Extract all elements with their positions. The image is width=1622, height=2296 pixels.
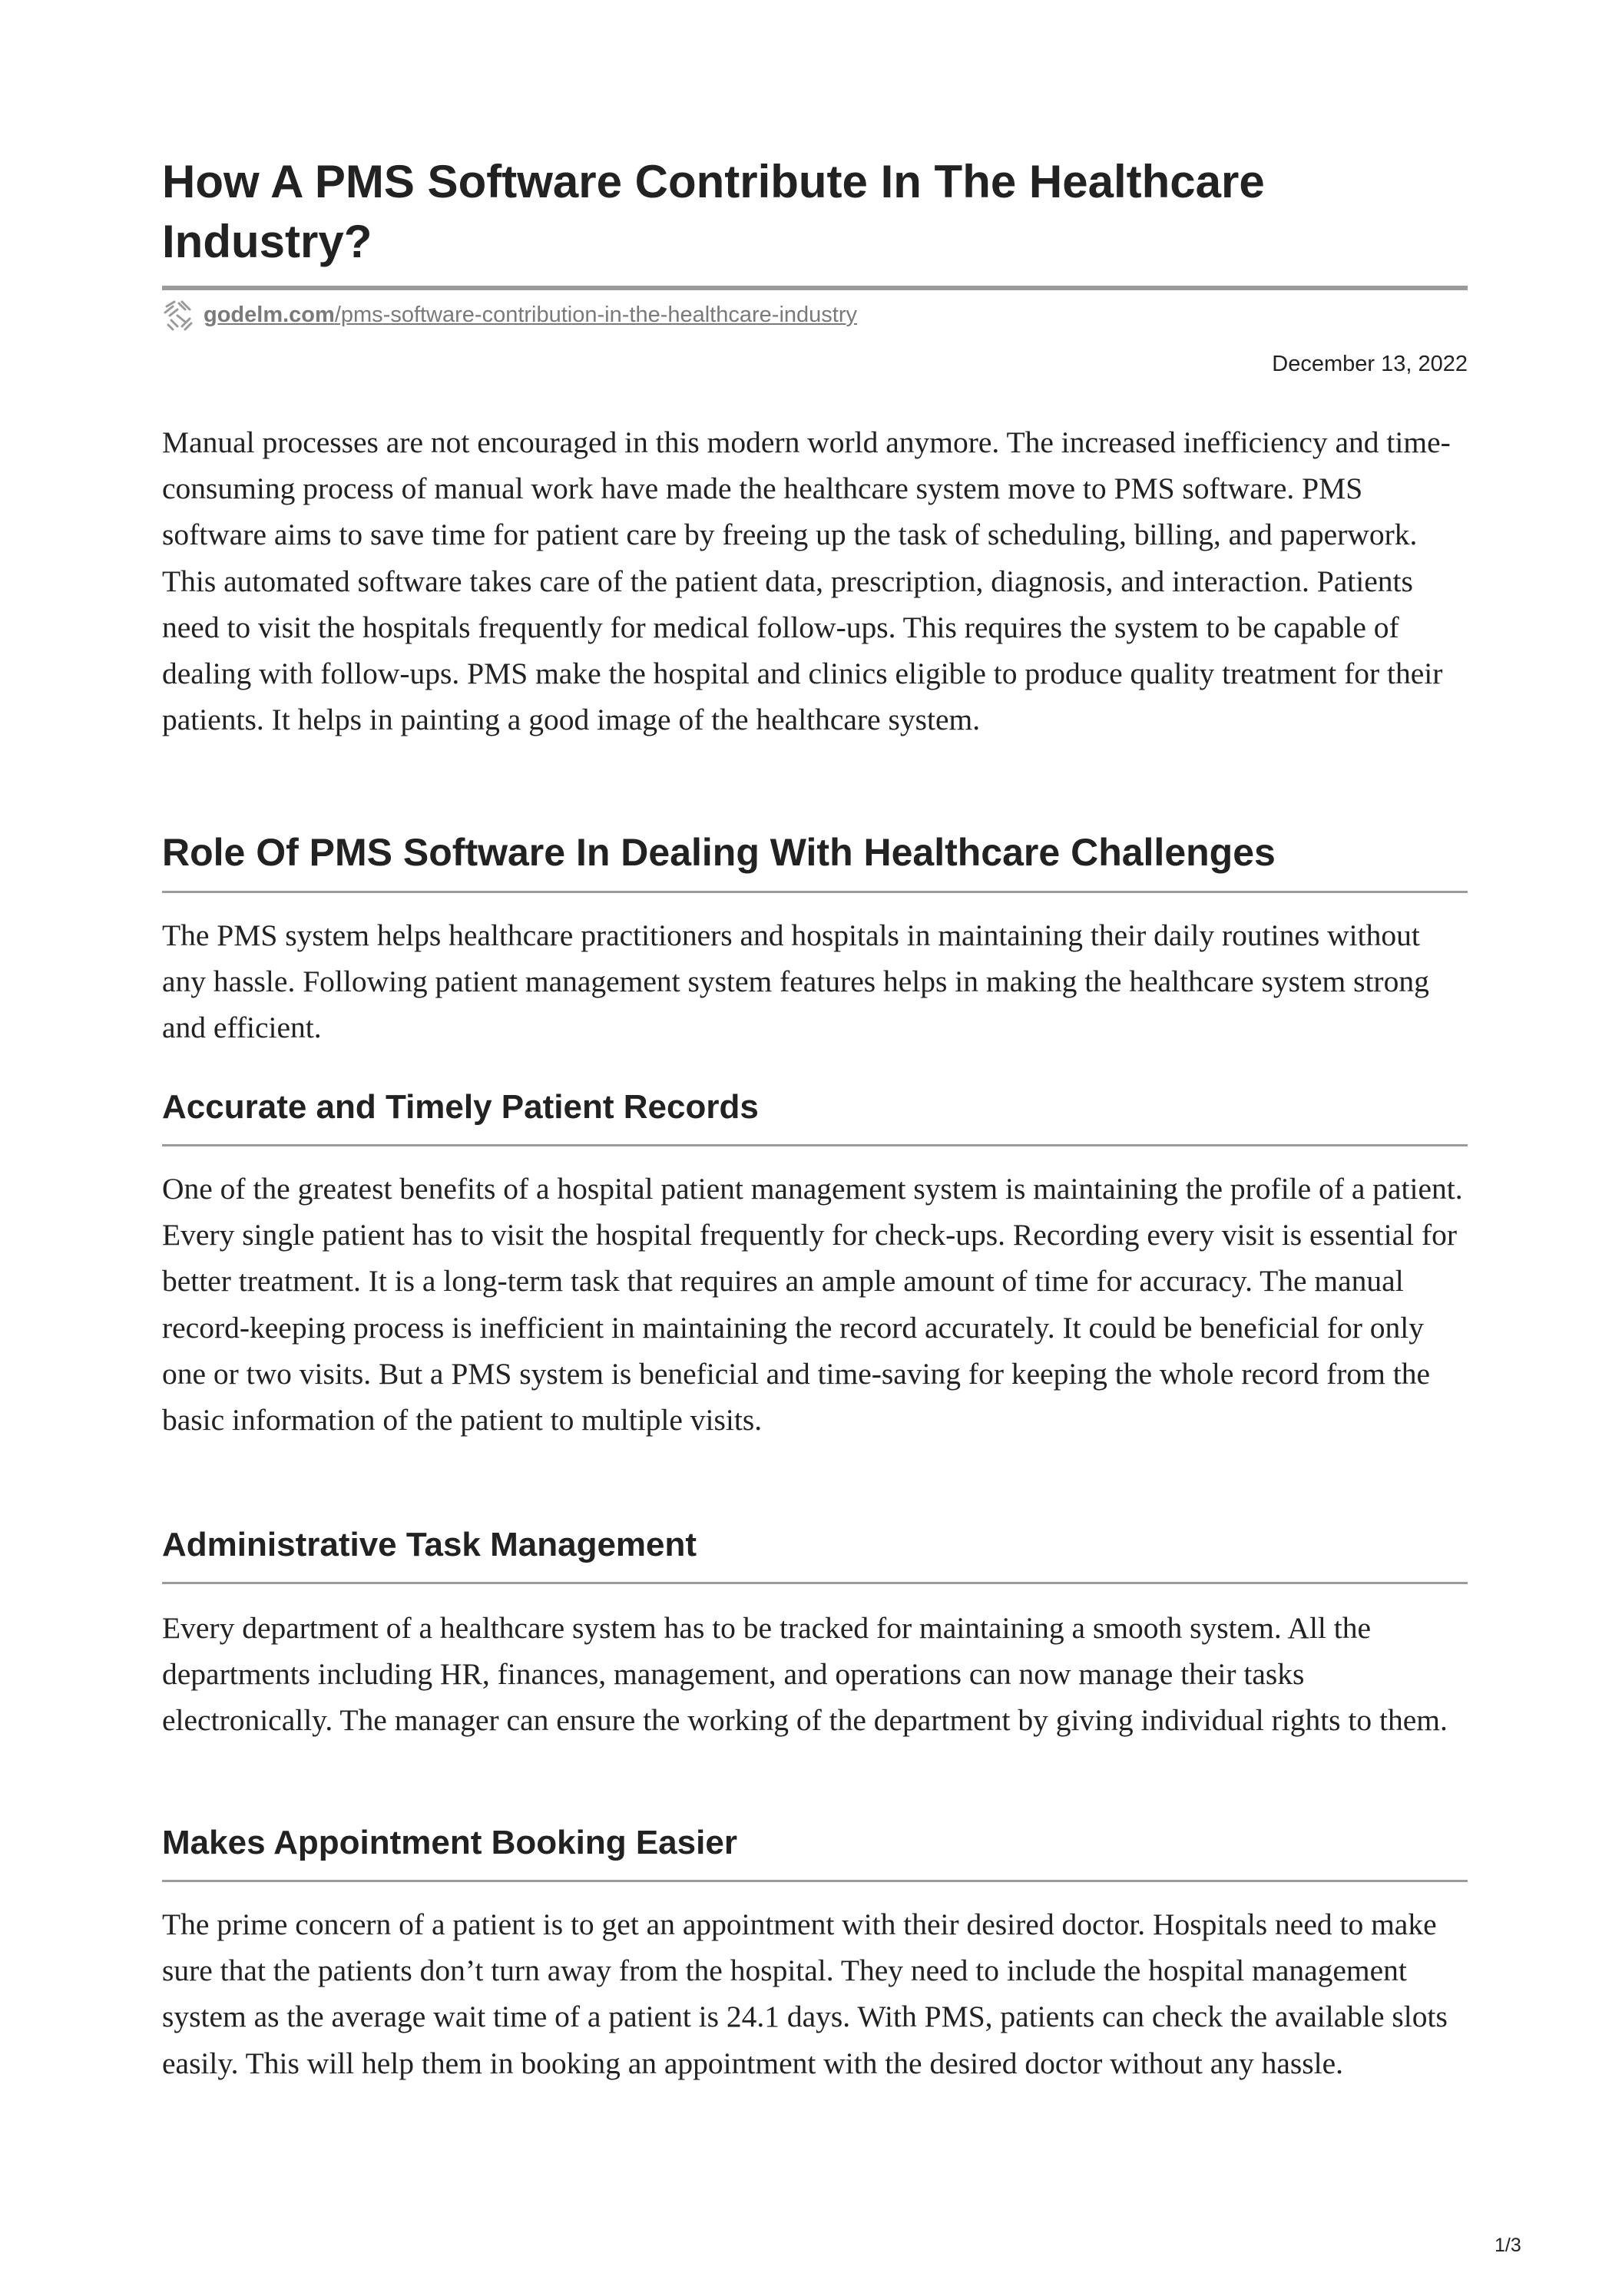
admin-paragraph: Every department of a healthcare system has to be tracked for maintaining a smooth system. All the departments including HR, finances, management, and operations can now manage their tasks electronically. The manager can ensure the working of the department by giving individual rights to them. (162, 1611, 1448, 1738)
subheading-divider (162, 1880, 1468, 1882)
site-logo-icon (162, 299, 194, 331)
subheading-divider (162, 1144, 1468, 1146)
role-paragraph: The PMS system helps healthcare practitioners and hospitals in maintaining their daily routines without any hassle. Following patient management system features helps in making the healthcare system strong and efficient. (162, 918, 1429, 1045)
subheading-divider (162, 1582, 1468, 1584)
section-heading-role: Role Of PMS Software In Dealing With Healthcare Challenges (162, 831, 1276, 874)
title-divider (162, 286, 1468, 290)
subheading-appointment-booking: Makes Appointment Booking Easier (162, 1824, 737, 1861)
records-paragraph: One of the greatest benefits of a hospital patient management system is maintaining the profile of a patient. Every single patient has to visit the hospital frequently for check-ups. Recording every visit is essential for better treatment. It is a long-term task that requires an ample amount of time for accuracy. The manual record-keeping process is inefficient in maintaining the record accurately. It could be beneficial for only one or two visits. But a PMS system is beneficial and time-saving for keeping the whole record from the basic information of the patient to multiple visits. (162, 1172, 1463, 1437)
source-path: /pms-software-contribution-in-the-healthcare-industry (334, 302, 857, 327)
section-divider (162, 891, 1468, 893)
booking-paragraph: The prime concern of a patient is to get an appointment with their desired doctor. Hospitals need to make sure that the patients don’t turn away from the hospital. They need to include the hospital management system as the average wait time of a patient is 24.1 days. With PMS, patients can check the available slots easily. This will help them in booking an appointment with the desired doctor without any hassle. (162, 1907, 1448, 2080)
intro-paragraph: Manual processes are not encouraged in this modern world anymore. The increased inefficiency and time-consuming process of manual work have made the healthcare system move to PMS software. PMS software aims to save time for patient care by freeing up the task of scheduling, billing, and paperwork. This automated software takes care of the patient data, prescription, diagnosis, and interaction. Patients need to visit the hospitals frequently for medical follow-ups. This requires the system to be capable of dealing with follow-ups. PMS make the hospital and clinics eligible to produce quality treatment for their patients. It helps in painting a good image of the healthcare system. (162, 425, 1451, 737)
publish-date: December 13, 2022 (1272, 352, 1468, 376)
source-url-link[interactable] (204, 303, 857, 328)
page-number: 1/3 (1495, 2235, 1521, 2256)
subheading-patient-records: Accurate and Timely Patient Records (162, 1088, 759, 1126)
page-title: How A PMS Software Contribute In The Healthcare Industry? (162, 156, 1265, 267)
source-domain: godelm.com (204, 302, 335, 327)
subheading-admin-tasks: Administrative Task Management (162, 1526, 697, 1563)
source-link-row (162, 299, 857, 330)
